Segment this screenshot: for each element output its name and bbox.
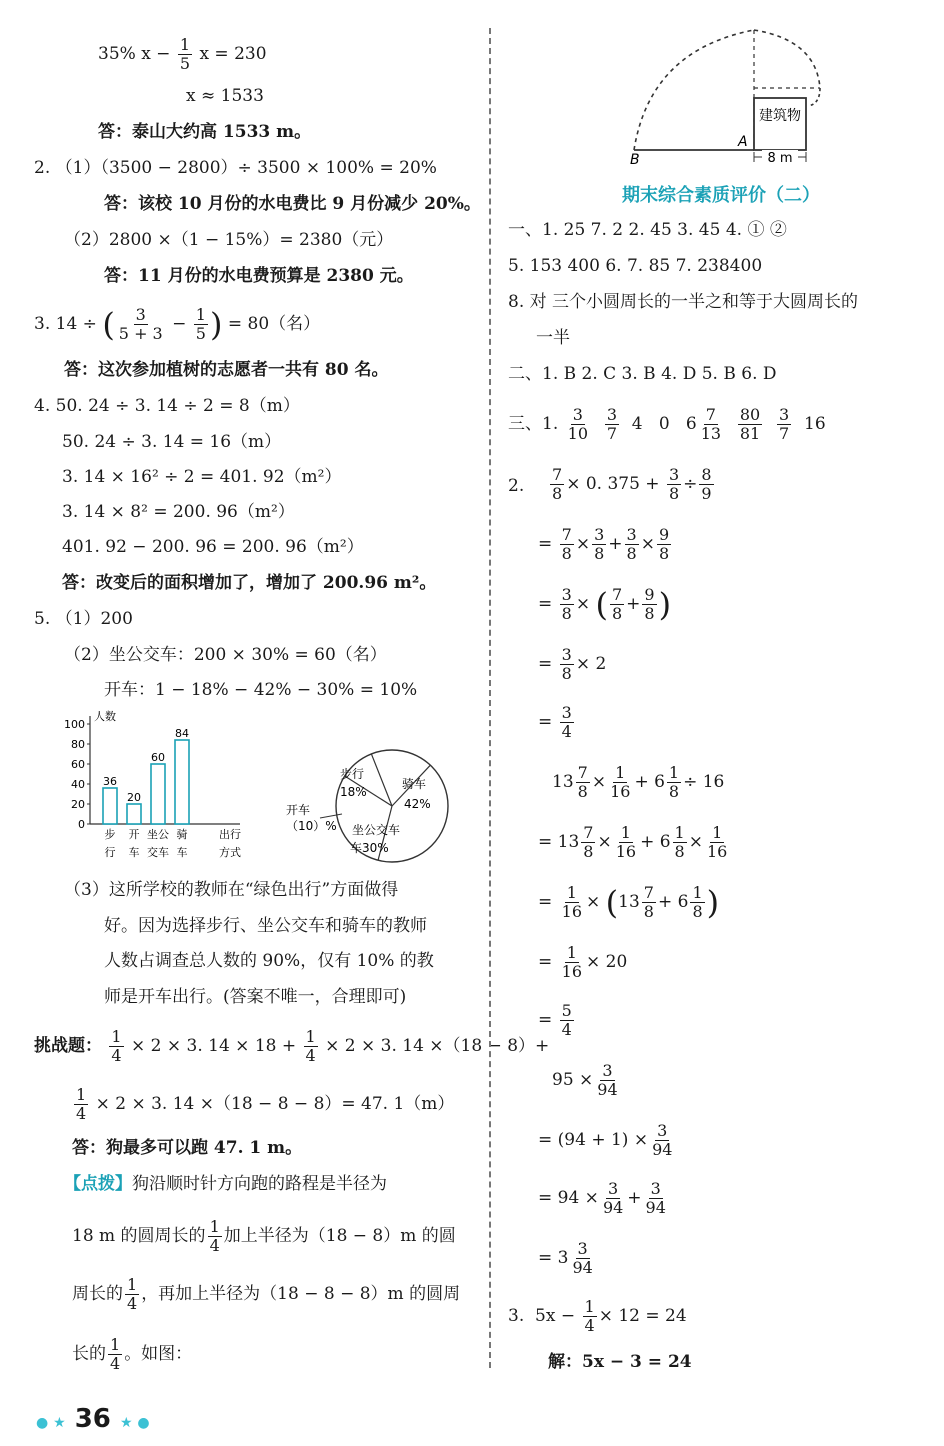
pie-label-bus-pct: 车30% xyxy=(350,841,389,855)
q5-part3-line4: 师是开车出行。(答案不唯一，合理即可) xyxy=(104,987,407,1007)
bar-chart xyxy=(56,708,256,864)
q3-solution: 解：5x − 3 = 24 xyxy=(548,1352,692,1372)
q5-drive: 开车：1 − 18% − 42% − 30% = 10% xyxy=(104,680,418,700)
challenge-answer: 答：狗最多可以跑 47. 1 m。 xyxy=(72,1138,303,1158)
q4-line2: 50. 24 ÷ 3. 14 = 16（m） xyxy=(62,432,282,452)
eq-line-2: x ≈ 1533 xyxy=(186,86,264,106)
x-axis-label: 方式 xyxy=(219,846,241,859)
pie-label-bus: 坐公交车 xyxy=(352,823,401,837)
q4-line4: 3. 14 × 8² = 200. 96（m²） xyxy=(62,502,295,522)
building-label: 建筑物 xyxy=(759,108,801,124)
q4-line5: 401. 92 − 200. 96 = 200. 96（m²） xyxy=(62,537,364,557)
calc-b3: = $\frac{1}{16}$ × (13 $\frac{7}{8}$ + 6 $\frac{1}{8}$ ) xyxy=(538,883,720,922)
x-axis-label: 出行 xyxy=(219,828,241,841)
y-tick-label: 60 xyxy=(71,758,85,771)
eq-line-1: 35% x − $\frac{1}{5}$ x = 230 xyxy=(98,35,267,73)
category-label: 车 xyxy=(128,846,140,859)
part1-line4: 一半 xyxy=(536,328,570,348)
y-tick-label: 40 xyxy=(71,778,85,791)
calc-a2: = $\frac{7}{8}$ × $\frac{3}{8}$ + $\frac{3}{8}$ × $\frac{9}{8}$ xyxy=(538,525,670,563)
bar-value-label: 36 xyxy=(103,775,117,788)
pie-label-bike-pct: 42% xyxy=(404,797,431,811)
y-tick-label: 100 xyxy=(64,718,85,731)
q3-answer: 答：这次参加植树的志愿者一共有 80 名。 xyxy=(64,360,389,380)
calc-b4: = $\frac{1}{16}$ × 20 xyxy=(538,943,628,981)
y-tick-label: 80 xyxy=(71,738,85,751)
dimension-label: 8 m xyxy=(767,151,793,166)
category-label: 开 xyxy=(128,828,140,841)
calc-a1: $\frac{7}{8}$ × 0. 375 + $\frac{3}{8}$ ÷ $\frac{8}{9}$ xyxy=(552,465,712,503)
hint-line2: 18 m 的圆周长的 $\frac{1}{4}$ 加上半径为（18 − 8）m 的圆 xyxy=(72,1217,456,1255)
part1-line3: 8. 对 三个小圆周长的一半之和等于大圆周长的 xyxy=(508,292,859,312)
part1-line1: 一、1. 25 7. 2 2. 45 3. 45 4. ① ② xyxy=(508,220,787,240)
bar-value-label: 20 xyxy=(127,791,141,804)
hint-line4: 长的 $\frac{1}{4}$ 。如图： xyxy=(72,1335,193,1373)
q5-part3-line3: 人数占调查总人数的 90%，仅有 10% 的教 xyxy=(104,951,434,971)
q2-answer1: 答：该校 10 月份的水电费比 9 月份减少 20%。 xyxy=(104,194,481,214)
q4-line3: 3. 14 × 16² ÷ 2 = 401. 92（m²） xyxy=(62,467,342,487)
running-path-diagram xyxy=(620,20,840,170)
answer-1: 答：泰山大约高 1533 m。 xyxy=(98,122,312,142)
calc-b1: 13 $\frac{7}{8}$ × $\frac{1}{16}$ + 6 $\frac{1}{8}$ ÷ 16 xyxy=(552,763,725,801)
challenge-line2: $\frac{1}{4}$ × 2 × 3. 14 ×（18 − 8 − 8）= 47. 1（m） xyxy=(76,1085,455,1123)
bar xyxy=(103,788,117,824)
part2-line: 二、1. B 2. C 3. B 4. D 5. B 6. D xyxy=(508,364,777,384)
y-tick-label: 20 xyxy=(71,798,85,811)
part3-q1: 三、1. $\frac{3}{10}$ $\frac{3}{7}$ 4 0 6 $\frac{7}{13}$ $\frac{80}{81}$ $\frac{3}{7}$ 16 xyxy=(508,405,826,443)
category-label: 骑 xyxy=(176,828,188,841)
calc-b5: = $\frac{5}{4}$ xyxy=(538,1001,572,1039)
pie-label-car-pct: （10）% xyxy=(286,819,337,833)
pie-label-walk-pct: 18% xyxy=(340,785,367,799)
calc-a4: = $\frac{3}{8}$ × 2 xyxy=(538,645,607,683)
calc-c3: = 94 × $\frac{3}{94}$ + $\frac{3}{94}$ xyxy=(538,1179,666,1217)
q5-part3-line2: 好。因为选择步行、坐公交车和骑车的教师 xyxy=(104,916,427,936)
calc-c2: = (94 + 1) × $\frac{3}{94}$ xyxy=(538,1121,673,1159)
bar-value-label: 84 xyxy=(175,727,189,740)
column-divider xyxy=(489,28,491,1368)
pie-label-bike: 骑车 xyxy=(402,777,427,791)
category-label: 行 xyxy=(104,846,116,859)
calc-c4: = 3 $\frac{3}{94}$ xyxy=(538,1239,593,1277)
challenge-line1: 挑战题： $\frac{1}{4}$ × 2 × 3. 14 × 18 + $\frac{1}{4}$ × 2 × 3. 14 ×（18 − 8）+ xyxy=(34,1027,550,1065)
q4-line1: 4. 50. 24 ÷ 3. 14 ÷ 2 = 8（m） xyxy=(34,396,300,416)
q5-part2: （2）坐公交车：200 × 30% = 60（名） xyxy=(64,645,387,665)
y-axis-label: 人数 xyxy=(94,710,116,723)
star-icon: ★ ● xyxy=(119,1415,150,1431)
point-a-label: A xyxy=(738,134,748,150)
star-icon: ● ★ xyxy=(36,1415,66,1431)
q2-part2: （2）2800 ×（1 − 15%）= 2380（元） xyxy=(64,230,394,250)
section-title: 期末综合素质评价（二） xyxy=(622,185,820,206)
calc-a5: = $\frac{3}{4}$ xyxy=(538,703,572,741)
category-label: 步 xyxy=(104,828,116,841)
calc-c1: 95 × $\frac{3}{94}$ xyxy=(552,1061,618,1099)
calc-a3: = $\frac{3}{8}$ × ( $\frac{7}{8}$ + $\frac{9}{8}$ ) xyxy=(538,585,672,624)
part3-q2-label: 2. xyxy=(508,476,525,496)
part1-line2: 5. 153 400 6. 7. 85 7. 238400 xyxy=(508,256,763,276)
q2-answer2: 答：11 月份的水电费预算是 2380 元。 xyxy=(104,266,414,286)
bar xyxy=(151,764,165,824)
fraction: $\frac{1}{5}$ xyxy=(179,35,191,73)
pie-label-car: 开车 xyxy=(286,803,311,817)
q5-part1: 5. （1）200 xyxy=(34,609,133,629)
bar xyxy=(127,804,141,824)
category-label: 坐公 xyxy=(147,828,169,841)
page-number: ● ★ 36 ★ ● xyxy=(36,1404,150,1434)
calc-b2: = 13 $\frac{7}{8}$ × $\frac{1}{16}$ + 6 $\frac{1}{8}$ × $\frac{1}{16}$ xyxy=(538,823,728,861)
y-tick-label: 0 xyxy=(78,818,85,831)
pie-label-walk: 步行 xyxy=(340,767,365,781)
bar-value-label: 60 xyxy=(151,751,165,764)
category-label: 交车 xyxy=(147,846,169,859)
pie-chart xyxy=(284,744,460,868)
category-label: 车 xyxy=(176,846,188,859)
hint-line1: 【点拨】狗沿顺时针方向跑的路程是半径为 xyxy=(64,1174,387,1194)
q3-equation: 3. 14 ÷ ( $\frac{3}{5 + 3}$ − $\frac{1}{5}$ ) = 80（名） xyxy=(34,305,321,344)
q5-part3-line1: （3）这所学校的教师在“绿色出行”方面做得 xyxy=(64,880,399,900)
hint-line3: 周长的 $\frac{1}{4}$ ，再加上半径为（18 − 8 − 8）m 的圆周 xyxy=(72,1275,461,1313)
part3-q3: 3. 5x − $\frac{1}{4}$ × 12 = 24 xyxy=(508,1297,687,1335)
point-b-label: B xyxy=(630,152,640,168)
q2-part1: 2. （1）（3500 − 2800）÷ 3500 × 100% = 20% xyxy=(34,158,437,178)
bar xyxy=(175,740,189,824)
q4-answer: 答：改变后的面积增加了，增加了 200.96 m²。 xyxy=(62,573,437,593)
